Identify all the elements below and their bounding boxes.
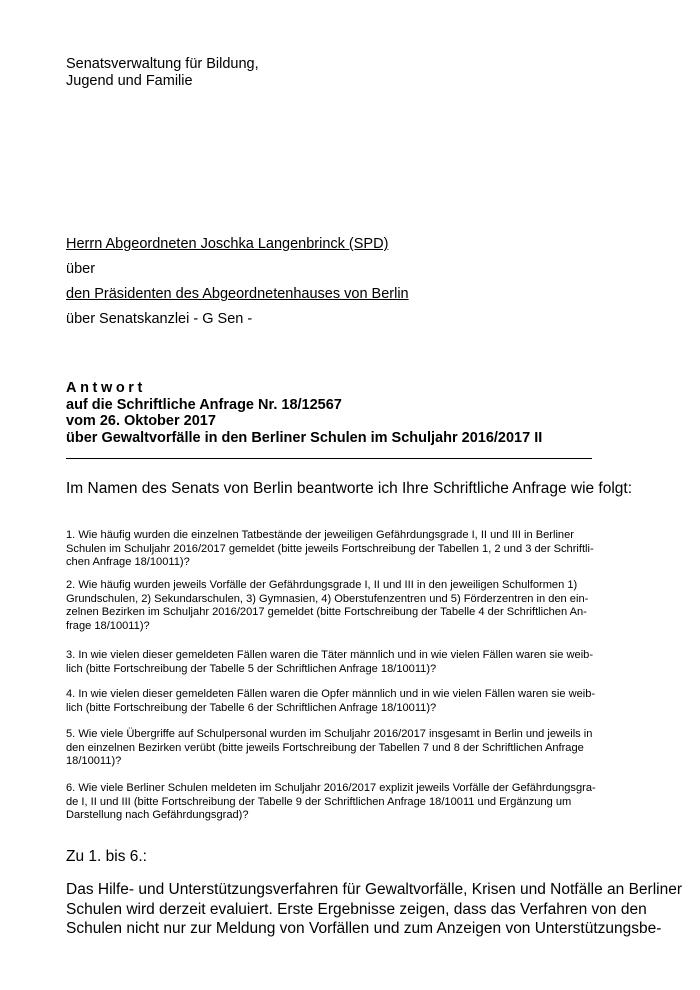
question-3-line: lich (bitte Fortschreibung der Tabelle 5 der Schriftlichen Anfrage 18/10011)?	[66, 662, 437, 675]
intro-text: Im Namen des Senats von Berlin beantworte ich Ihre Schriftliche Anfrage wie folgt:	[66, 480, 633, 497]
question-6-line: de I, II und III (bitte Fortschreibung der Tabelle 9 der Schriftlichen Anfrage 18/10011 und Ergänzung um	[66, 795, 572, 808]
answer-line: Schulen wird derzeit evaluiert. Erste Ergebnisse zeigen, dass das Verfahren von den	[66, 900, 647, 918]
question-2	[66, 579, 636, 633]
question-1-line: 1. Wie häufig wurden die einzelnen Tatbestände der jeweiligen Gefährdungsgrade I, II und III in Berliner	[66, 529, 574, 541]
question-2-line: Grundschulen, 2) Sekundarschulen, 3) Gymnasien, 4) Oberstufenzentren und 5) Förderzentren in den ein-	[66, 592, 589, 605]
question-2-line: 2. Wie häufig wurden jeweils Vorfälle der Gefährdungsgrade I, II und III in den jeweiligen Schulformen 1)	[66, 579, 578, 591]
question-1-line: Schulen im Schuljahr 2016/2017 gemeldet (bitte jeweils Fortschreibung der Tabellen 1, 2 und 3 der Schriftli-	[66, 542, 594, 555]
question-6	[66, 782, 636, 823]
title-subject: über Gewaltvorfälle in den Berliner Schulen im Schuljahr 2016/2017 II	[66, 429, 543, 446]
answer-heading: Zu 1. bis 6.:	[66, 848, 147, 865]
question-4-line: lich (bitte Fortschreibung der Tabelle 6 der Schriftlichen Anfrage 18/10011)?	[66, 701, 437, 714]
question-6-line: 6. Wie viele Berliner Schulen meldeten im Schuljahr 2016/2017 explizit jeweils Vorfälle der Gefährdungsgra-	[66, 782, 596, 794]
question-4-line: 4. In wie vielen dieser gemeldeten Fällen waren die Opfer männlich und in wie vielen Fällen waren sie weib-	[66, 688, 596, 700]
sender-block	[66, 56, 259, 90]
question-4	[66, 688, 636, 715]
question-2-line: frage 18/10011)?	[66, 619, 150, 632]
president-line: den Präsidenten des Abgeordnetenhauses von Berlin	[66, 286, 409, 302]
answer-line: Das Hilfe- und Unterstützungsverfahren für Gewaltvorfälle, Krisen und Notfälle an Berliner	[66, 881, 682, 898]
answer-title-block	[66, 380, 542, 446]
sender-line-2: Jugend und Familie	[66, 73, 193, 89]
via-line-1: über	[66, 261, 96, 277]
title-heading: Antwort	[66, 380, 146, 396]
question-2-line: zelnen Bezirken im Schuljahr 2016/2017 gemeldet (bitte Fortschreibung der Tabelle 4 der Schriftlichen An-	[66, 606, 587, 619]
question-1-line: chen Anfrage 18/10011)?	[66, 556, 190, 569]
question-5-line: 18/10011)?	[66, 755, 122, 768]
via-line-2: über Senatskanzlei - G Sen -	[66, 311, 253, 327]
title-divider	[66, 458, 592, 459]
question-3	[66, 649, 636, 676]
title-inquiry-number: auf die Schriftliche Anfrage Nr. 18/12567	[66, 396, 342, 413]
recipient-line: Herrn Abgeordneten Joschka Langenbrinck (SPD)	[66, 236, 389, 252]
question-3-line: 3. In wie vielen dieser gemeldeten Fällen waren die Täter männlich und in wie vielen Fällen waren sie weib-	[66, 649, 594, 661]
question-5	[66, 728, 636, 769]
answer-body	[66, 880, 682, 939]
answer-line: Schulen nicht nur zur Meldung von Vorfällen und zum Anzeigen von Unterstützungsbe-	[66, 920, 662, 937]
question-5-line: den einzelnen Bezirken verübt (bitte jeweils Fortschreibung der Tabellen 7 und 8 der Schriftlichen Anfrage	[66, 741, 584, 754]
question-1	[66, 529, 636, 570]
question-6-line: Darstellung nach Gefährdungsgrad)?	[66, 809, 249, 822]
sender-line-1: Senatsverwaltung für Bildung,	[66, 56, 259, 72]
title-date: vom 26. Oktober 2017	[66, 413, 216, 429]
question-5-line: 5. Wie viele Übergriffe auf Schulpersonal wurden im Schuljahr 2016/2017 insgesamt in Berlin und jeweils in	[66, 728, 593, 740]
